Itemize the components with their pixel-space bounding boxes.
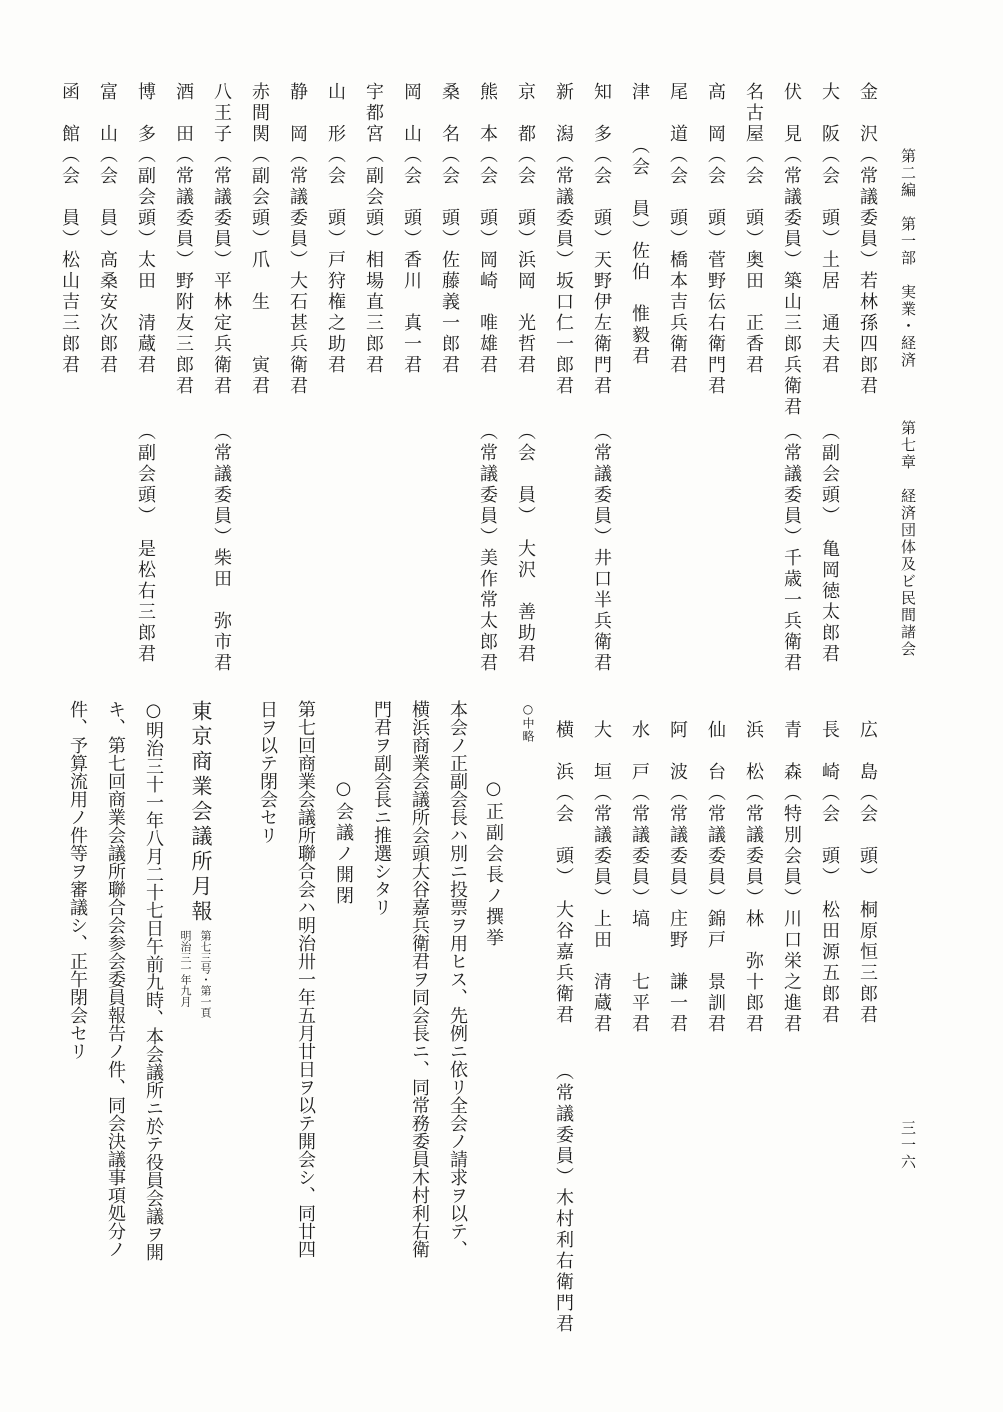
entry: 高 岡（会 頭）菅野伝右衛門君: [705, 82, 726, 397]
entry: 伏 見（常議委員）築山三郎兵衛君: [781, 82, 802, 418]
entry: 新 潟（常議委員）坂口仁一郎君: [553, 82, 574, 397]
body-line: 第七回商業会議所聯合会ハ明治卅一年五月廿日ヲ以テ開会シ、同廿四: [295, 700, 316, 1258]
body-line: キ、第七回商業会議所聯合会参会委員報告ノ件、同会決議事項処分ノ: [105, 700, 126, 1258]
entry: （常議委員）柴田 弥市君: [211, 422, 232, 674]
section1-heading: ○正副会長ノ撰挙: [483, 778, 504, 949]
body-line: 門君ヲ副会長ニ推選シタリ: [371, 700, 392, 916]
entry: 浜 松（常議委員）林 弥十郎君: [743, 720, 764, 1035]
entry: 名古屋（会 頭）奥田 正香君: [743, 82, 764, 376]
entry: 青 森（特別会員）川口栄之進君: [781, 720, 802, 1035]
body-line: 横浜商業会議所会頭大谷嘉兵衛君ヲ同会長ニ、同常務委員木村利右衛: [409, 700, 430, 1258]
section2-heading: ○会議ノ開閉: [333, 778, 354, 907]
body-line: 件、予算流用ノ件等ヲ審議シ、正午閉会セリ: [67, 700, 88, 1060]
body-line: 日ヲ以テ閉会セリ: [257, 700, 278, 844]
entry: 静 岡（常議委員）大石甚兵衛君: [287, 82, 308, 397]
entry: 函 館（会 員）松山吉三郎君: [59, 82, 80, 376]
entry: 桑 名（会 頭）佐藤義一郎君: [439, 82, 460, 376]
entry: （副会頭） 是松右三郎君: [135, 422, 156, 665]
entry: 酒 田（常議委員）野附友三郎君: [173, 82, 194, 397]
entry: 京 都（会 頭）浜岡 光哲君: [515, 82, 536, 376]
entry: 熊 本（会 頭）岡崎 唯雄君: [477, 82, 498, 376]
entry: 仙 台（常議委員）錦戸 景訓君: [705, 720, 726, 1035]
entry: 宇都宮（副会頭）相場直三郎君: [363, 82, 384, 376]
entry: 知 多（会 頭）天野伊左衛門君: [591, 82, 612, 397]
source-date: 明治三一年九月: [179, 930, 192, 1007]
entry-yokohama-vice: （常議委員）木村利右衛門君: [553, 1062, 574, 1335]
page-number: 三一六: [899, 1120, 917, 1171]
chapter-header: 第七章 経済団体及ビ民間諸会: [899, 420, 917, 658]
entry: （会 員） 大沢 善助君: [515, 422, 536, 665]
omission-note: ○中略: [521, 702, 535, 743]
entry: 水 戸（常議委員）塙 七平君: [629, 720, 650, 1035]
source-title: 東京商業会議所月報: [189, 700, 213, 925]
body-line: ○明治三十一年八月二十七日午前九時、本会議所ニ於テ役員会議ヲ開: [143, 700, 164, 1261]
entry: 博 多（副会頭）太田 清蔵君: [135, 82, 156, 376]
entry: （常議委員）千歳一兵衛君: [781, 422, 802, 674]
entry: （常議委員）美作常太郎君: [477, 422, 498, 674]
entry: 金 沢（常議委員）若林孫四郎君: [857, 82, 878, 397]
entry: 岡 山（会 頭）香川 真一君: [401, 82, 422, 376]
entry: 大 阪（会 頭）土居 通夫君: [819, 82, 840, 376]
entry: 津 （会 員）佐伯 惟毅君: [629, 82, 650, 367]
entry: 阿 波（常議委員）庄野 謙一君: [667, 720, 688, 1035]
entry: 横 浜（会 頭） 大谷嘉兵衛君: [553, 720, 574, 1026]
entry: 尾 道（会 頭）橋本吉兵衛君: [667, 82, 688, 376]
part-header: 第二編 第一部 実業・経済: [899, 148, 917, 369]
entry: 富 山（会 員）高桑安次郎君: [97, 82, 118, 376]
entry: 赤間関（副会頭）爪 生 寅君: [249, 82, 270, 397]
source-issue: 第七三号・第一頁: [199, 930, 212, 1018]
body-line: 本会ノ正副会長ハ別ニ投票ヲ用ヒス、先例ニ依リ全会ノ請求ヲ以テ、: [447, 700, 468, 1258]
entry: 大 垣（常議委員）上田 清蔵君: [591, 720, 612, 1035]
entry: 広 島（会 頭） 桐原恒三郎君: [857, 720, 878, 1026]
entry: （副会頭） 亀岡徳太郎君: [819, 422, 840, 665]
entry: 八王子（常議委員）平林定兵衛君: [211, 82, 232, 397]
entry: （常議委員）井口半兵衛君: [591, 422, 612, 674]
entry: 山 形（会 頭）戸狩権之助君: [325, 82, 346, 376]
entry: 長 崎（会 頭） 松田源五郎君: [819, 720, 840, 1026]
